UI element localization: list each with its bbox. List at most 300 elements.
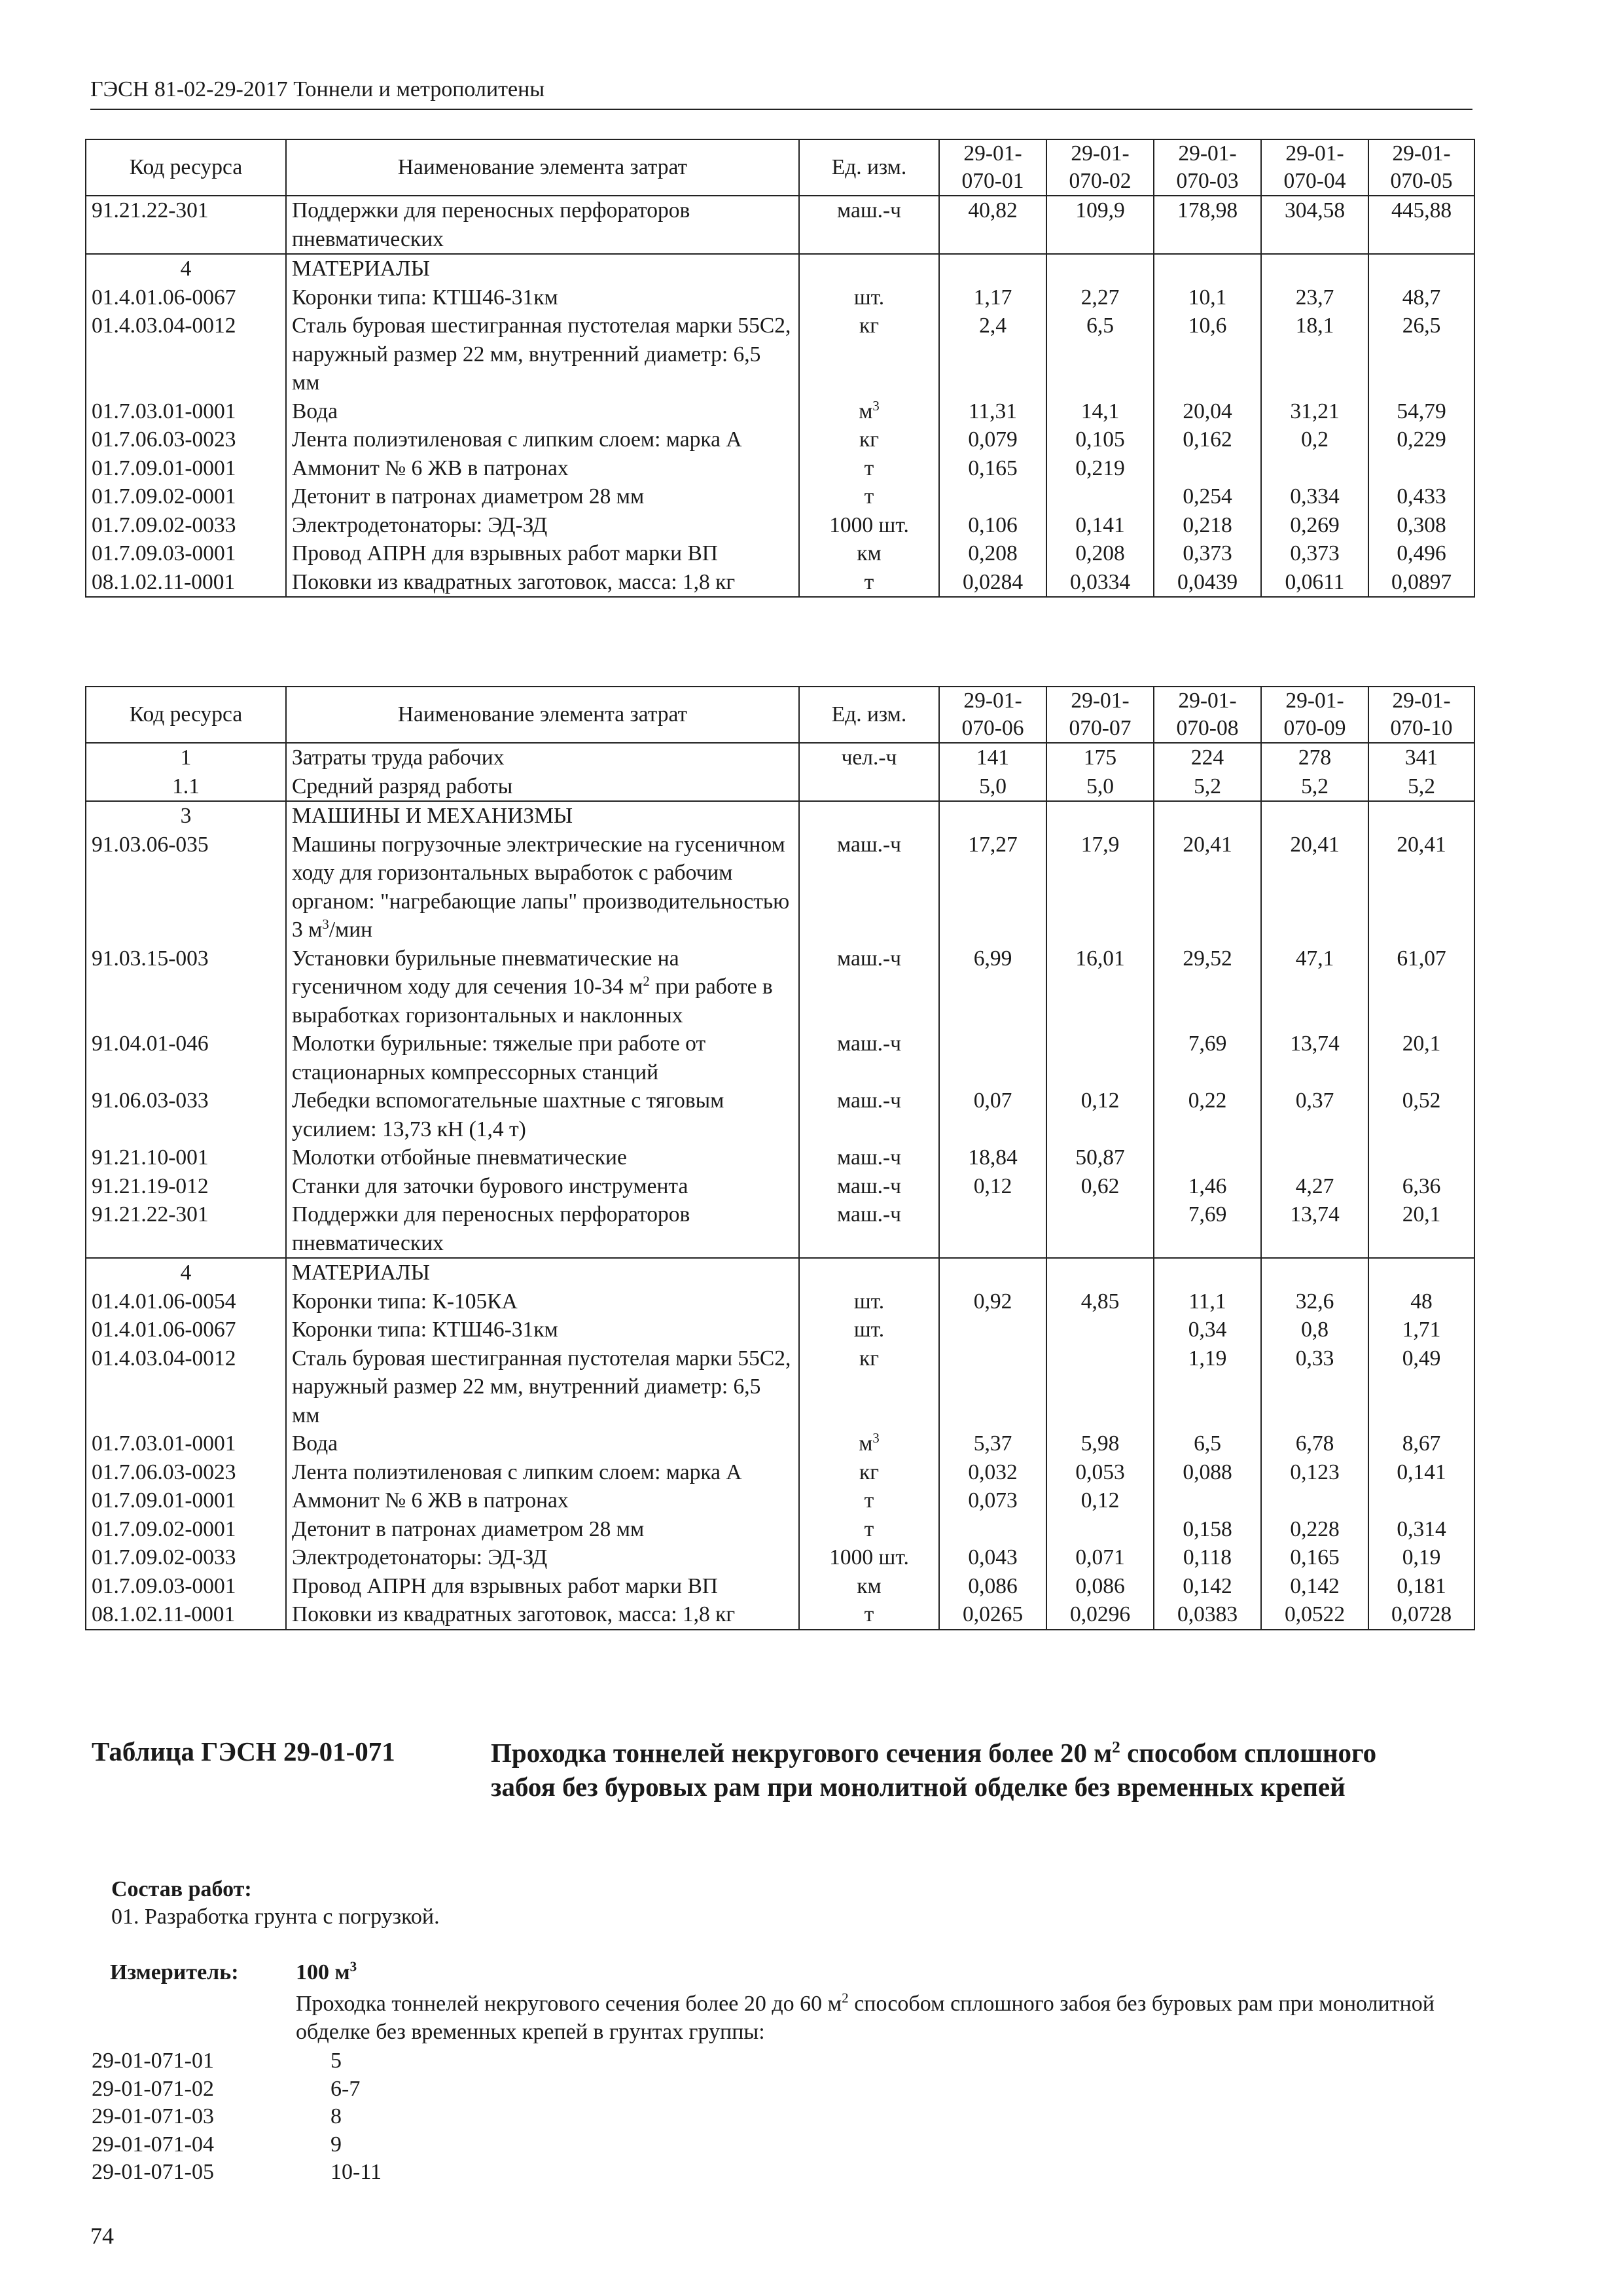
- resource-value: 0,079: [939, 425, 1046, 454]
- resource-value: 8,67: [1368, 1429, 1474, 1458]
- resource-name: Молотки отбойные пневматические: [286, 1143, 799, 1172]
- resource-name: Коронки типа: К-105КА: [286, 1287, 799, 1316]
- resource-value: [1046, 1344, 1154, 1430]
- resource-value: 0,433: [1368, 482, 1474, 511]
- resource-value: 1,71: [1368, 1316, 1474, 1344]
- resource-value: [939, 482, 1046, 511]
- resource-value: 32,6: [1261, 1287, 1368, 1316]
- resource-value: 0,219: [1046, 454, 1154, 483]
- resource-value: 1,19: [1154, 1344, 1261, 1430]
- table-row: [86, 539, 1474, 568]
- column-header: 29-01-070-09: [1261, 687, 1368, 743]
- resource-value: 48,7: [1368, 283, 1474, 312]
- resource-table-2: [85, 686, 1475, 1630]
- resource-value: [939, 1030, 1046, 1086]
- resource-value: 17,9: [1046, 831, 1154, 944]
- table-header-row: [86, 687, 1474, 743]
- resource-value: [1154, 1258, 1261, 1287]
- resource-value: 0,181: [1368, 1572, 1474, 1601]
- resource-code: 01.7.06.03-0023: [86, 425, 286, 454]
- resource-value: 31,21: [1261, 397, 1368, 426]
- measure-code-row: [92, 2075, 382, 2104]
- table-row: [86, 1515, 1474, 1544]
- resource-value: [1046, 1200, 1154, 1258]
- resource-value: 0,0728: [1368, 1600, 1474, 1630]
- resource-value: 20,41: [1368, 831, 1474, 944]
- table-row: [86, 482, 1474, 511]
- resource-name: МАТЕРИАЛЫ: [286, 254, 799, 283]
- resource-value: 0,032: [939, 1458, 1046, 1487]
- resource-unit: [799, 772, 939, 802]
- resource-value: [939, 801, 1046, 831]
- resource-value: [1046, 254, 1154, 283]
- table-row: [86, 1200, 1474, 1258]
- resource-value: 14,1: [1046, 397, 1154, 426]
- resource-name: Вода: [286, 397, 799, 426]
- column-header: 29-01-070-03: [1154, 139, 1261, 196]
- resource-value: 20,1: [1368, 1200, 1474, 1258]
- resource-unit: т: [799, 454, 939, 483]
- resource-value: 5,2: [1154, 772, 1261, 802]
- resource-value: [1261, 454, 1368, 483]
- resource-code: 91.03.15-003: [86, 944, 286, 1030]
- resource-unit: $м^3$: [799, 1429, 939, 1458]
- resource-value: 2,27: [1046, 283, 1154, 312]
- resource-value: 341: [1368, 743, 1474, 772]
- page-header: ГЭСН 81-02-29-2017 Тоннели и метрополитены: [90, 77, 545, 101]
- resource-name: Средний разряд работы: [286, 772, 799, 802]
- table-row: [86, 1172, 1474, 1201]
- measure-code: 29-01-071-02: [92, 2076, 214, 2101]
- table-row: [86, 1458, 1474, 1487]
- resource-value: 0,043: [939, 1543, 1046, 1572]
- resource-value: 5,98: [1046, 1429, 1154, 1458]
- measure-description: Проходка тоннелей некругового сечения более 20 до 60 $м^2$ способом сплошного забоя без буровых рам при монолитной обделке без временных крепей в грунтах группы:: [296, 1990, 1435, 2044]
- resource-name: Провод АПРН для взрывных работ марки ВП: [286, 1572, 799, 1601]
- resource-value: 11,1: [1154, 1287, 1261, 1316]
- resource-name: Затраты труда рабочих: [286, 743, 799, 772]
- measure-code: 29-01-071-01: [92, 2049, 214, 2073]
- resource-code: 01.7.03.01-0001: [86, 1429, 286, 1458]
- resource-value: 0,62: [1046, 1172, 1154, 1201]
- table-row: [86, 1287, 1474, 1316]
- table-row: [86, 283, 1474, 312]
- resource-value: 0,053: [1046, 1458, 1154, 1487]
- resource-value: 0,19: [1368, 1543, 1474, 1572]
- resource-value: 0,92: [939, 1287, 1046, 1316]
- resource-name: Электродетонаторы: ЭД-ЗД: [286, 1543, 799, 1572]
- resource-value: 1,17: [939, 283, 1046, 312]
- resource-value: 0,165: [1261, 1543, 1368, 1572]
- page-number: 74: [90, 2223, 114, 2249]
- resource-unit: маш.-ч: [799, 944, 939, 1030]
- resource-value: [1154, 801, 1261, 831]
- resource-value: 0,37: [1261, 1086, 1368, 1143]
- resource-code: 08.1.02.11-0001: [86, 1600, 286, 1630]
- resource-unit: кг: [799, 312, 939, 397]
- resource-value: 0,0439: [1154, 568, 1261, 598]
- resource-name: Поддержки для переносных перфораторов пневматических: [286, 196, 799, 254]
- soil-group: 10-11: [330, 2160, 382, 2184]
- resource-value: 7,69: [1154, 1200, 1261, 1258]
- soil-group: 6-7: [330, 2076, 361, 2101]
- resource-code: 1: [86, 743, 286, 772]
- column-header: Ед. изм.: [799, 139, 939, 196]
- resource-value: [1154, 1143, 1261, 1172]
- resource-value: 20,41: [1154, 831, 1261, 944]
- resource-value: 0,162: [1154, 425, 1261, 454]
- resource-value: 0,142: [1154, 1572, 1261, 1601]
- table-row: [86, 196, 1474, 254]
- resource-unit: чел.-ч: [799, 743, 939, 772]
- resource-name: Станки для заточки бурового инструмента: [286, 1172, 799, 1201]
- resource-value: 141: [939, 743, 1046, 772]
- resource-code: 01.4.01.06-0067: [86, 283, 286, 312]
- resource-code: 91.03.06-035: [86, 831, 286, 944]
- measure-code-row: [92, 2159, 382, 2187]
- resource-unit: [799, 1258, 939, 1287]
- resource-name: Коронки типа: КТШ46-31км: [286, 1316, 799, 1344]
- resource-value: 0,33: [1261, 1344, 1368, 1430]
- table-title: Проходка тоннелей некругового сечения более 20 $м^2$ способом сплошного забоя без буровых рам при монолитной обделке без временных крепей: [491, 1738, 1377, 1802]
- resource-value: 0,496: [1368, 539, 1474, 568]
- resource-code: 08.1.02.11-0001: [86, 568, 286, 598]
- resource-name: Поддержки для переносных перфораторов пневматических: [286, 1200, 799, 1258]
- resource-unit: маш.-ч: [799, 1030, 939, 1086]
- resource-name: Вода: [286, 1429, 799, 1458]
- resource-value: 0,49: [1368, 1344, 1474, 1430]
- resource-value: 20,1: [1368, 1030, 1474, 1086]
- resource-value: 13,74: [1261, 1200, 1368, 1258]
- resource-value: 0,158: [1154, 1515, 1261, 1544]
- section-row: [86, 1258, 1474, 1287]
- resource-value: 0,0383: [1154, 1600, 1261, 1630]
- resource-unit: $м^3$: [799, 397, 939, 426]
- resource-value: [1154, 1486, 1261, 1515]
- column-header: 29-01-070-07: [1046, 687, 1154, 743]
- resource-value: 6,5: [1046, 312, 1154, 397]
- section-row: [86, 801, 1474, 831]
- resource-name: Сталь буровая шестигранная пустотелая марки 55С2, наружный размер 22 мм, внутренний диаметр: 6,5 мм: [286, 312, 799, 397]
- measure-code: 29-01-071-05: [92, 2160, 214, 2184]
- resource-unit: т: [799, 482, 939, 511]
- table-row: [86, 1543, 1474, 1572]
- resource-value: 0,269: [1261, 511, 1368, 540]
- resource-value: 0,12: [939, 1172, 1046, 1201]
- resource-value: 61,07: [1368, 944, 1474, 1030]
- resource-name: Поковки из квадратных заготовок, масса: 1,8 кг: [286, 1600, 799, 1630]
- table-row: [86, 454, 1474, 483]
- resource-code: 91.04.01-046: [86, 1030, 286, 1086]
- resource-unit: шт.: [799, 283, 939, 312]
- resource-value: [1046, 801, 1154, 831]
- resource-value: [939, 1515, 1046, 1544]
- resource-value: 0,228: [1261, 1515, 1368, 1544]
- measure-code-list: [92, 2047, 382, 2187]
- resource-value: 6,99: [939, 944, 1046, 1030]
- resource-unit: км: [799, 539, 939, 568]
- resource-value: [1368, 1143, 1474, 1172]
- table-row: [86, 1486, 1474, 1515]
- resource-name: Детонит в патронах диаметром 28 мм: [286, 482, 799, 511]
- measure-code: 29-01-071-03: [92, 2104, 214, 2128]
- resource-name: Лебедки вспомогательные шахтные с тяговым усилием: 13,73 кН (1,4 т): [286, 1086, 799, 1143]
- measure-code: 29-01-071-04: [92, 2132, 214, 2157]
- resource-name: Машины погрузочные электрические на гусеничном ходу для горизонтальных выработок с рабочим органом: "нагребающие лапы" производительностью 3 $м^3$/мин: [286, 831, 799, 944]
- resource-value: 175: [1046, 743, 1154, 772]
- resource-value: [1368, 1486, 1474, 1515]
- table-row: [86, 1030, 1474, 1086]
- resource-value: 0,308: [1368, 511, 1474, 540]
- resource-value: 0,0522: [1261, 1600, 1368, 1630]
- resource-value: [1154, 254, 1261, 283]
- table-row: [86, 312, 1474, 397]
- resource-code: 3: [86, 801, 286, 831]
- resource-unit: шт.: [799, 1316, 939, 1344]
- resource-value: [1261, 1258, 1368, 1287]
- resource-value: 0,086: [1046, 1572, 1154, 1601]
- resource-name: Лента полиэтиленовая с липким слоем: марка А: [286, 1458, 799, 1487]
- resource-value: 0,2: [1261, 425, 1368, 454]
- resource-value: 0,373: [1154, 539, 1261, 568]
- resource-unit: маш.-ч: [799, 1086, 939, 1143]
- resource-value: [939, 1344, 1046, 1430]
- resource-name: МАШИНЫ И МЕХАНИЗМЫ: [286, 801, 799, 831]
- resource-unit: шт.: [799, 1287, 939, 1316]
- resource-value: 5,0: [939, 772, 1046, 802]
- resource-value: 48: [1368, 1287, 1474, 1316]
- section-row: [86, 254, 1474, 283]
- resource-value: 4,85: [1046, 1287, 1154, 1316]
- table-header-row: [86, 139, 1474, 196]
- resource-value: 0,118: [1154, 1543, 1261, 1572]
- resource-code: 91.21.22-301: [86, 1200, 286, 1258]
- resource-value: [939, 1200, 1046, 1258]
- work-composition-label: Состав работ:: [111, 1877, 252, 1901]
- soil-group: 8: [330, 2104, 342, 2128]
- resource-code: 01.7.09.02-0001: [86, 1515, 286, 1544]
- resource-value: 0,0897: [1368, 568, 1474, 598]
- resource-value: 0,8: [1261, 1316, 1368, 1344]
- measure-code-row: [92, 2103, 382, 2131]
- resource-value: 0,12: [1046, 1086, 1154, 1143]
- resource-value: 278: [1261, 743, 1368, 772]
- resource-value: 1,46: [1154, 1172, 1261, 1201]
- table-row: [86, 1316, 1474, 1344]
- resource-value: 10,1: [1154, 283, 1261, 312]
- resource-value: 5,2: [1368, 772, 1474, 802]
- resource-unit: т: [799, 1600, 939, 1630]
- resource-name: Аммонит № 6 ЖВ в патронах: [286, 1486, 799, 1515]
- resource-unit: маш.-ч: [799, 1172, 939, 1201]
- resource-value: 18,84: [939, 1143, 1046, 1172]
- resource-value: 20,41: [1261, 831, 1368, 944]
- resource-value: [1046, 1258, 1154, 1287]
- resource-code: 01.7.03.01-0001: [86, 397, 286, 426]
- resource-code: 01.7.09.01-0001: [86, 454, 286, 483]
- resource-name: Провод АПРН для взрывных работ марки ВП: [286, 539, 799, 568]
- resource-value: [1046, 1316, 1154, 1344]
- resource-code: 91.21.10-001: [86, 1143, 286, 1172]
- resource-value: 0,141: [1368, 1458, 1474, 1487]
- resource-name: Установки бурильные пневматические на гусеничном ходу для сечения 10-34 $м^2$ при работе в выработках горизонтальных и наклонных: [286, 944, 799, 1030]
- resource-value: 0,208: [1046, 539, 1154, 568]
- table-row: [86, 743, 1474, 772]
- resource-unit: кг: [799, 425, 939, 454]
- resource-table-1: [85, 139, 1475, 598]
- resource-value: [1368, 254, 1474, 283]
- resource-value: 5,37: [939, 1429, 1046, 1458]
- resource-code: 01.7.09.03-0001: [86, 539, 286, 568]
- resource-value: 0,208: [939, 539, 1046, 568]
- resource-name: Лента полиэтиленовая с липким слоем: марка А: [286, 425, 799, 454]
- resource-value: 0,105: [1046, 425, 1154, 454]
- resource-value: [1261, 801, 1368, 831]
- resource-value: 0,0265: [939, 1600, 1046, 1630]
- column-header: 29-01-070-02: [1046, 139, 1154, 196]
- resource-unit: т: [799, 568, 939, 598]
- resource-value: [1368, 1258, 1474, 1287]
- table-row: [86, 1086, 1474, 1143]
- resource-value: 17,27: [939, 831, 1046, 944]
- resource-value: 29,52: [1154, 944, 1261, 1030]
- resource-value: 23,7: [1261, 283, 1368, 312]
- resource-code: 01.7.09.02-0033: [86, 511, 286, 540]
- soil-group: 5: [330, 2049, 342, 2073]
- resource-value: [1261, 254, 1368, 283]
- resource-value: 0,0296: [1046, 1600, 1154, 1630]
- resource-value: 0,0611: [1261, 568, 1368, 598]
- resource-unit: кг: [799, 1458, 939, 1487]
- resource-name: Сталь буровая шестигранная пустотелая марки 55С2, наружный размер 22 мм, внутренний диаметр: 6,5 мм: [286, 1344, 799, 1430]
- resource-value: 109,9: [1046, 196, 1154, 254]
- resource-value: 0,07: [939, 1086, 1046, 1143]
- column-header: 29-01-070-10: [1368, 687, 1474, 743]
- resource-unit: 1000 шт.: [799, 511, 939, 540]
- resource-code: 4: [86, 254, 286, 283]
- resource-unit: т: [799, 1486, 939, 1515]
- resource-code: 01.4.01.06-0054: [86, 1287, 286, 1316]
- column-header: Ед. изм.: [799, 687, 939, 743]
- resource-value: 26,5: [1368, 312, 1474, 397]
- column-header: Наименование элемента затрат: [286, 687, 799, 743]
- resource-value: 0,52: [1368, 1086, 1474, 1143]
- resource-value: 0,123: [1261, 1458, 1368, 1487]
- resource-value: [1154, 454, 1261, 483]
- resource-value: 5,2: [1261, 772, 1368, 802]
- resource-code: 01.7.09.03-0001: [86, 1572, 286, 1601]
- header-rule: [90, 109, 1472, 110]
- resource-value: 0,334: [1261, 482, 1368, 511]
- resource-code: 91.21.22-301: [86, 196, 286, 254]
- resource-code: 01.7.09.02-0033: [86, 1543, 286, 1572]
- resource-value: 18,1: [1261, 312, 1368, 397]
- resource-name: Электродетонаторы: ЭД-ЗД: [286, 511, 799, 540]
- resource-value: [1368, 454, 1474, 483]
- resource-value: 0,229: [1368, 425, 1474, 454]
- resource-value: 0,254: [1154, 482, 1261, 511]
- resource-value: 20,04: [1154, 397, 1261, 426]
- resource-value: 6,36: [1368, 1172, 1474, 1201]
- table-row: [86, 397, 1474, 426]
- resource-value: 304,58: [1261, 196, 1368, 254]
- table-title-label: Таблица ГЭСН 29-01-071: [92, 1736, 395, 1767]
- table-row: [86, 1143, 1474, 1172]
- resource-value: 11,31: [939, 397, 1046, 426]
- resource-unit: т: [799, 1515, 939, 1544]
- resource-code: 01.7.09.02-0001: [86, 482, 286, 511]
- resource-value: 4,27: [1261, 1172, 1368, 1201]
- resource-value: 7,69: [1154, 1030, 1261, 1086]
- resource-value: 13,74: [1261, 1030, 1368, 1086]
- work-composition-item: 01. Разработка грунта с погрузкой.: [111, 1905, 440, 1929]
- resource-value: 0,165: [939, 454, 1046, 483]
- resource-value: 0,0284: [939, 568, 1046, 598]
- table-row: [86, 831, 1474, 944]
- resource-value: 0,218: [1154, 511, 1261, 540]
- resource-code: 91.06.03-033: [86, 1086, 286, 1143]
- column-header: 29-01-070-05: [1368, 139, 1474, 196]
- resource-value: 5,0: [1046, 772, 1154, 802]
- column-header: 29-01-070-04: [1261, 139, 1368, 196]
- resource-unit: кг: [799, 1344, 939, 1430]
- resource-value: 0,12: [1046, 1486, 1154, 1515]
- resource-code: 01.7.06.03-0023: [86, 1458, 286, 1487]
- table-row: [86, 425, 1474, 454]
- resource-value: [1261, 1143, 1368, 1172]
- resource-value: 0,142: [1261, 1572, 1368, 1601]
- resource-value: [1261, 1486, 1368, 1515]
- measure-value: 100 $м^3$: [296, 1958, 357, 1984]
- resource-value: 50,87: [1046, 1143, 1154, 1172]
- resource-value: 2,4: [939, 312, 1046, 397]
- resource-value: [1046, 1515, 1154, 1544]
- measure-label: Измеритель:: [110, 1960, 239, 1984]
- table-row: [86, 568, 1474, 598]
- resource-unit: [799, 801, 939, 831]
- resource-value: [939, 1316, 1046, 1344]
- resource-value: 445,88: [1368, 196, 1474, 254]
- resource-name: МАТЕРИАЛЫ: [286, 1258, 799, 1287]
- table-row: [86, 1344, 1474, 1430]
- resource-value: 0,34: [1154, 1316, 1261, 1344]
- resource-code: 91.21.19-012: [86, 1172, 286, 1201]
- resource-unit: 1000 шт.: [799, 1543, 939, 1572]
- resource-code: 01.4.03.04-0012: [86, 1344, 286, 1430]
- resource-value: [1046, 1030, 1154, 1086]
- column-header: Код ресурса: [86, 139, 286, 196]
- resource-name: Молотки бурильные: тяжелые при работе от стационарных компрессорных станций: [286, 1030, 799, 1086]
- column-header: Код ресурса: [86, 687, 286, 743]
- resource-name: Коронки типа: КТШ46-31км: [286, 283, 799, 312]
- resource-code: 01.4.01.06-0067: [86, 1316, 286, 1344]
- measure-code-row: [92, 2047, 382, 2075]
- resource-value: 6,78: [1261, 1429, 1368, 1458]
- resource-value: 40,82: [939, 196, 1046, 254]
- column-header: Наименование элемента затрат: [286, 139, 799, 196]
- resource-value: [939, 254, 1046, 283]
- resource-value: 178,98: [1154, 196, 1261, 254]
- resource-value: 0,141: [1046, 511, 1154, 540]
- resource-unit: маш.-ч: [799, 1200, 939, 1258]
- resource-name: Детонит в патронах диаметром 28 мм: [286, 1515, 799, 1544]
- resource-value: 6,5: [1154, 1429, 1261, 1458]
- column-header: 29-01-070-08: [1154, 687, 1261, 743]
- column-header: 29-01-070-01: [939, 139, 1046, 196]
- resource-unit: маш.-ч: [799, 1143, 939, 1172]
- resource-unit: маш.-ч: [799, 196, 939, 254]
- resource-value: 0,071: [1046, 1543, 1154, 1572]
